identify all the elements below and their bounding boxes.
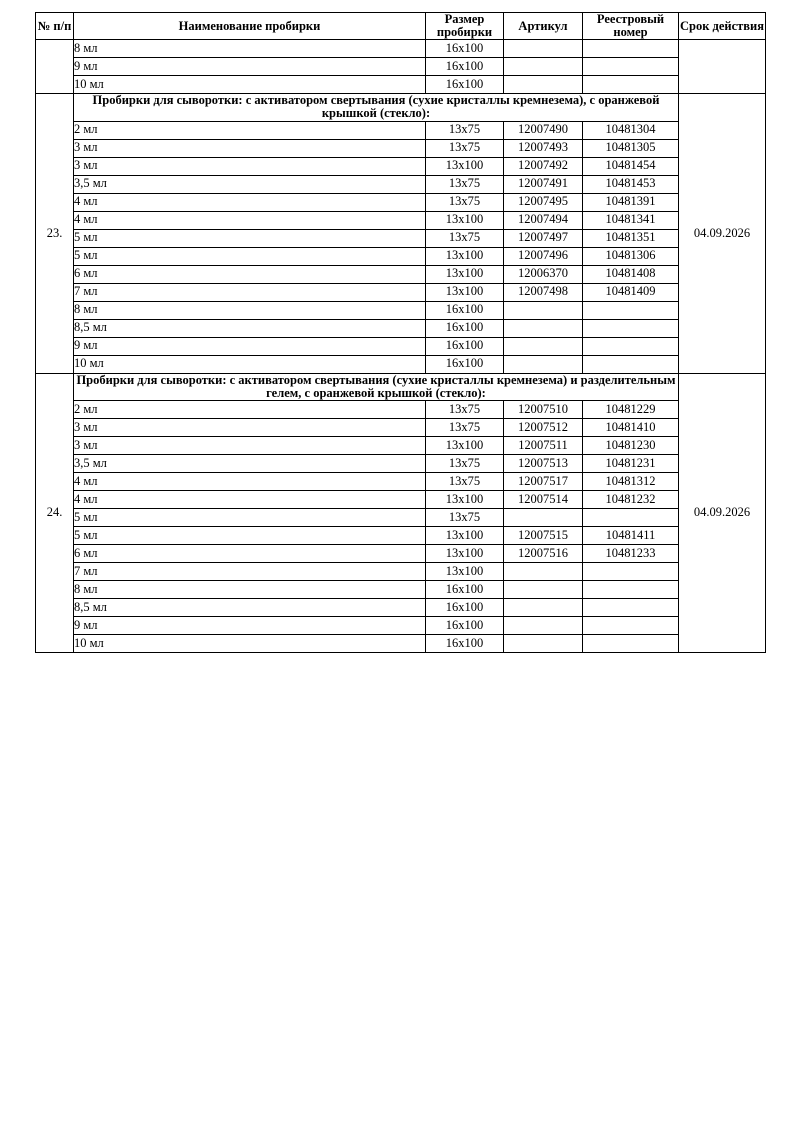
- tube-name-cell: 6 мл: [74, 544, 426, 562]
- tube-registry-cell: 10481411: [583, 526, 679, 544]
- tube-size-cell: 13x100: [426, 562, 504, 580]
- tube-registry-cell: 10481341: [583, 211, 679, 229]
- tube-article-cell: [504, 580, 583, 598]
- tube-name-cell: 10 мл: [74, 355, 426, 373]
- table-row: [36, 337, 766, 355]
- tube-name-cell: 2 мл: [74, 400, 426, 418]
- tube-article-cell: [504, 616, 583, 634]
- table-row: [36, 400, 766, 418]
- tube-name-cell: 8,5 мл: [74, 598, 426, 616]
- group-index-cell: 24.: [36, 373, 74, 652]
- table-row: [36, 157, 766, 175]
- tube-article-cell: 12007495: [504, 193, 583, 211]
- tube-name-cell: 4 мл: [74, 490, 426, 508]
- table-row: [36, 265, 766, 283]
- tube-article-cell: [504, 634, 583, 652]
- table-row: [36, 544, 766, 562]
- table-row: [36, 418, 766, 436]
- table-body: [36, 40, 766, 653]
- tube-registry-cell: 10481409: [583, 283, 679, 301]
- tube-size-cell: 13x100: [426, 247, 504, 265]
- tube-name-cell: 2 мл: [74, 121, 426, 139]
- tube-size-cell: 13x100: [426, 211, 504, 229]
- column-header-term: Срок действия: [679, 13, 766, 40]
- tube-article-cell: 12006370: [504, 265, 583, 283]
- tube-size-cell: 16x100: [426, 337, 504, 355]
- tube-name-cell: 10 мл: [74, 76, 426, 94]
- tube-name-cell: 3 мл: [74, 139, 426, 157]
- tube-article-cell: [504, 40, 583, 58]
- validity-term-cell: 04.09.2026: [679, 373, 766, 652]
- table-row: [36, 634, 766, 652]
- tube-article-cell: [504, 598, 583, 616]
- tube-article-cell: 12007513: [504, 454, 583, 472]
- table-row: [36, 247, 766, 265]
- tube-size-cell: 13x100: [426, 490, 504, 508]
- tube-registry-cell: 10481231: [583, 454, 679, 472]
- tube-name-cell: 6 мл: [74, 265, 426, 283]
- tube-size-cell: 13x100: [426, 157, 504, 175]
- table-row: [36, 76, 766, 94]
- tube-name-cell: 8 мл: [74, 301, 426, 319]
- tube-article-cell: [504, 76, 583, 94]
- tube-name-cell: 8 мл: [74, 40, 426, 58]
- tube-article-cell: [504, 58, 583, 76]
- tube-registry-cell: [583, 580, 679, 598]
- tube-size-cell: 13x75: [426, 193, 504, 211]
- tube-name-cell: 4 мл: [74, 193, 426, 211]
- table-row: [36, 283, 766, 301]
- tube-name-cell: 8,5 мл: [74, 319, 426, 337]
- table-row: [36, 472, 766, 490]
- tube-size-cell: 13x100: [426, 265, 504, 283]
- tube-registry-cell: 10481305: [583, 139, 679, 157]
- tube-article-cell: [504, 337, 583, 355]
- table-row: [36, 193, 766, 211]
- table-row: [36, 229, 766, 247]
- tube-registry-cell: 10481351: [583, 229, 679, 247]
- tube-size-cell: 13x75: [426, 175, 504, 193]
- tube-registry-cell: 10481453: [583, 175, 679, 193]
- tube-article-cell: 12007516: [504, 544, 583, 562]
- tube-name-cell: 3,5 мл: [74, 175, 426, 193]
- tube-registry-cell: 10481312: [583, 472, 679, 490]
- tube-name-cell: 10 мл: [74, 634, 426, 652]
- tube-catalog-table: [35, 12, 766, 653]
- group-index-cell: 23.: [36, 94, 74, 373]
- tube-size-cell: 13x75: [426, 400, 504, 418]
- table-row: [36, 355, 766, 373]
- tube-size-cell: 13x75: [426, 418, 504, 436]
- tube-registry-cell: [583, 58, 679, 76]
- tube-article-cell: 12007498: [504, 283, 583, 301]
- tube-size-cell: 13x75: [426, 454, 504, 472]
- tube-article-cell: 12007511: [504, 436, 583, 454]
- tube-article-cell: 12007490: [504, 121, 583, 139]
- tube-registry-cell: 10481230: [583, 436, 679, 454]
- group-title-cell: Пробирки для сыворотки: с активатором свертывания (сухие кристаллы кремнезема), с оранжевой крышкой (стекло):: [74, 94, 679, 121]
- tube-article-cell: 12007517: [504, 472, 583, 490]
- table-row: [36, 40, 766, 58]
- table-row: [36, 598, 766, 616]
- tube-registry-cell: 10481304: [583, 121, 679, 139]
- tube-size-cell: 16x100: [426, 301, 504, 319]
- tube-size-cell: 16x100: [426, 616, 504, 634]
- column-header-registry: Реестровый номер: [583, 13, 679, 40]
- tube-article-cell: 12007494: [504, 211, 583, 229]
- tube-size-cell: 13x75: [426, 508, 504, 526]
- tube-name-cell: 5 мл: [74, 247, 426, 265]
- tube-registry-cell: [583, 355, 679, 373]
- tube-registry-cell: 10481232: [583, 490, 679, 508]
- tube-article-cell: 12007514: [504, 490, 583, 508]
- table-row: [36, 616, 766, 634]
- tube-registry-cell: 10481229: [583, 400, 679, 418]
- tube-name-cell: 5 мл: [74, 229, 426, 247]
- tube-size-cell: 13x75: [426, 121, 504, 139]
- tube-name-cell: 5 мл: [74, 508, 426, 526]
- tube-article-cell: 12007512: [504, 418, 583, 436]
- tube-article-cell: 12007496: [504, 247, 583, 265]
- table-row: [36, 319, 766, 337]
- tube-registry-cell: [583, 337, 679, 355]
- table-row: [36, 526, 766, 544]
- table-row: [36, 58, 766, 76]
- tube-name-cell: 4 мл: [74, 472, 426, 490]
- tube-name-cell: 4 мл: [74, 211, 426, 229]
- column-header-name: Наименование пробирки: [74, 13, 426, 40]
- tube-article-cell: [504, 319, 583, 337]
- tube-registry-cell: [583, 562, 679, 580]
- tube-article-cell: 12007497: [504, 229, 583, 247]
- tube-name-cell: 8 мл: [74, 580, 426, 598]
- tube-size-cell: 16x100: [426, 634, 504, 652]
- tube-article-cell: 12007492: [504, 157, 583, 175]
- table-row: [36, 211, 766, 229]
- tube-size-cell: 13x75: [426, 229, 504, 247]
- tube-name-cell: 3 мл: [74, 436, 426, 454]
- tube-name-cell: 9 мл: [74, 616, 426, 634]
- tube-registry-cell: [583, 634, 679, 652]
- tube-registry-cell: 10481306: [583, 247, 679, 265]
- column-header-size: Размер пробирки: [426, 13, 504, 40]
- tube-registry-cell: [583, 76, 679, 94]
- tube-registry-cell: [583, 508, 679, 526]
- tube-name-cell: 3 мл: [74, 418, 426, 436]
- tube-name-cell: 7 мл: [74, 283, 426, 301]
- tube-article-cell: [504, 508, 583, 526]
- tube-article-cell: [504, 301, 583, 319]
- tube-name-cell: 9 мл: [74, 58, 426, 76]
- table-row: [36, 562, 766, 580]
- table-header: [36, 13, 766, 40]
- tube-size-cell: 16x100: [426, 355, 504, 373]
- table-row: [36, 436, 766, 454]
- tube-article-cell: 12007491: [504, 175, 583, 193]
- table-row: [36, 301, 766, 319]
- tube-article-cell: [504, 355, 583, 373]
- tube-size-cell: 16x100: [426, 58, 504, 76]
- tube-size-cell: 16x100: [426, 580, 504, 598]
- table-row: [36, 454, 766, 472]
- tube-registry-cell: [583, 301, 679, 319]
- column-header-index: № п/п: [36, 13, 74, 40]
- tube-name-cell: 3,5 мл: [74, 454, 426, 472]
- table-group-header-row: [36, 373, 766, 400]
- validity-term-cell: 04.09.2026: [679, 94, 766, 373]
- tube-registry-cell: 10481454: [583, 157, 679, 175]
- tube-registry-cell: 10481233: [583, 544, 679, 562]
- tube-name-cell: 9 мл: [74, 337, 426, 355]
- table-row: [36, 580, 766, 598]
- tube-size-cell: 16x100: [426, 76, 504, 94]
- tube-size-cell: 13x100: [426, 436, 504, 454]
- table-header-row: [36, 13, 766, 40]
- tube-size-cell: 13x100: [426, 544, 504, 562]
- tube-size-cell: 13x75: [426, 472, 504, 490]
- tube-name-cell: 3 мл: [74, 157, 426, 175]
- tube-name-cell: 7 мл: [74, 562, 426, 580]
- group-title-cell: Пробирки для сыворотки: с активатором свертывания (сухие кристаллы кремнезема) и разделительным гелем, с оранжевой крышкой (стекло):: [74, 373, 679, 400]
- tube-article-cell: 12007493: [504, 139, 583, 157]
- table-row: [36, 139, 766, 157]
- tube-registry-cell: 10481408: [583, 265, 679, 283]
- tube-article-cell: 12007510: [504, 400, 583, 418]
- table-row: [36, 490, 766, 508]
- tube-size-cell: 13x75: [426, 139, 504, 157]
- validity-term-cell: [679, 40, 766, 94]
- tube-size-cell: 16x100: [426, 319, 504, 337]
- row-index-cell: [36, 40, 74, 94]
- tube-name-cell: 5 мл: [74, 526, 426, 544]
- column-header-article: Артикул: [504, 13, 583, 40]
- tube-article-cell: [504, 562, 583, 580]
- table-group-header-row: [36, 94, 766, 121]
- table-row: [36, 175, 766, 193]
- tube-registry-cell: 10481410: [583, 418, 679, 436]
- tube-size-cell: 16x100: [426, 598, 504, 616]
- tube-registry-cell: [583, 616, 679, 634]
- table-row: [36, 121, 766, 139]
- tube-registry-cell: 10481391: [583, 193, 679, 211]
- tube-registry-cell: [583, 598, 679, 616]
- tube-article-cell: 12007515: [504, 526, 583, 544]
- tube-size-cell: 13x100: [426, 526, 504, 544]
- tube-size-cell: 13x100: [426, 283, 504, 301]
- tube-size-cell: 16x100: [426, 40, 504, 58]
- tube-registry-cell: [583, 319, 679, 337]
- table-row: [36, 508, 766, 526]
- tube-registry-cell: [583, 40, 679, 58]
